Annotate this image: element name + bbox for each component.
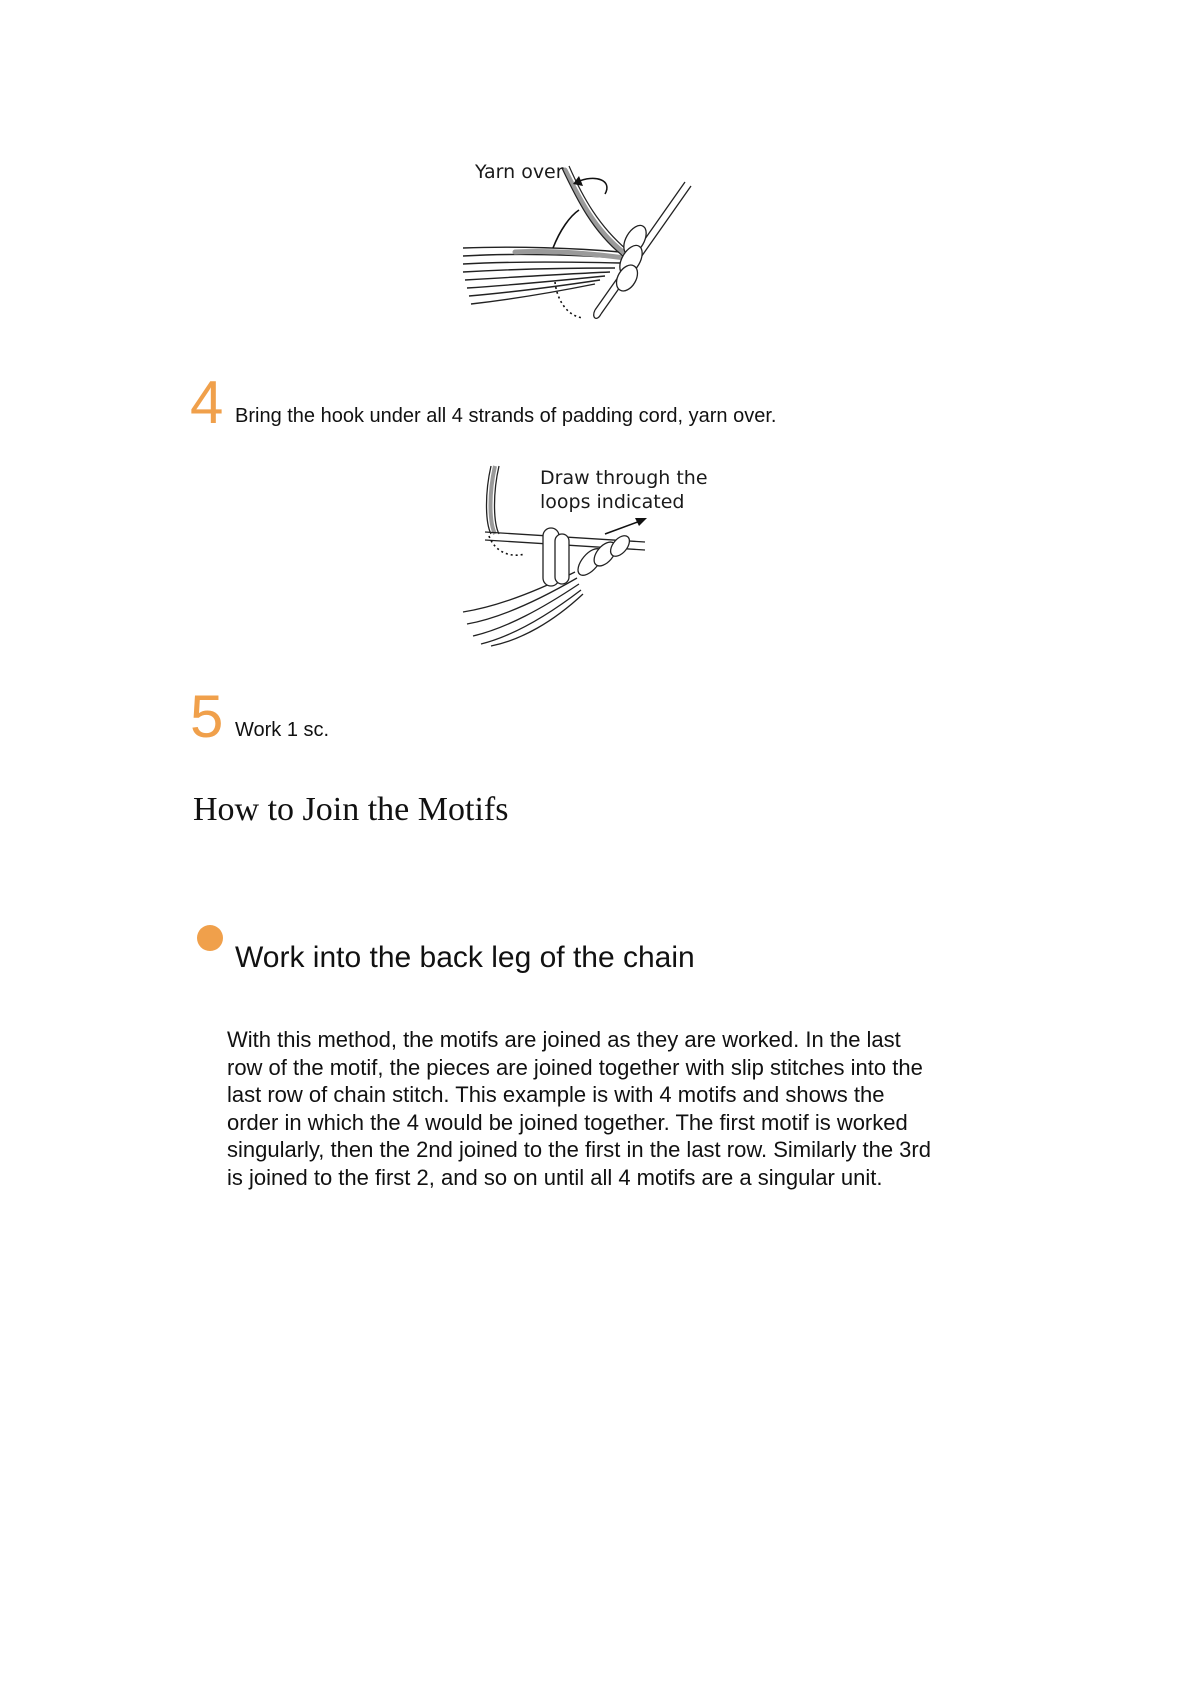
paragraph-line: singularly, then the 2nd joined to the first in the last row. Similarly the 3rd: [227, 1137, 931, 1162]
step-4-number: 4: [190, 369, 224, 436]
step-5-text: Work 1 sc.: [235, 719, 330, 741]
draw-through-label-line2: loops indicated: [540, 491, 685, 513]
paragraph-line: is joined to the first 2, and so on until all 4 motifs are a singular unit.: [227, 1164, 883, 1190]
orange-dot-icon: [197, 925, 223, 951]
paragraph-line: order in which the 4 would be joined together. The first motif is worked: [227, 1109, 908, 1135]
paragraph-line: row of the motif, the pieces are joined together with slip stitches into the: [227, 1054, 923, 1080]
paragraph-line: last row of chain stitch. This example is with 4 motifs and shows the: [227, 1082, 885, 1107]
body-paragraph: [227, 1026, 987, 1191]
draw-through-illustration: [455, 462, 708, 647]
paragraph-line: With this method, the motifs are joined as they are worked. In the last: [227, 1027, 901, 1052]
yarn-over-drawing: [455, 160, 700, 335]
section-title: How to Join the Motifs: [193, 791, 509, 828]
draw-through-label-line1: Draw through the: [540, 467, 708, 489]
bullet-heading: Work into the back leg of the chain: [235, 941, 695, 974]
step-4-text: Bring the hook under all 4 strands of padding cord, yarn over.: [235, 405, 777, 427]
yarn-over-illustration: [455, 160, 700, 335]
yarn-over-label: Yarn over: [475, 161, 564, 183]
step-5-number: 5: [190, 683, 224, 750]
